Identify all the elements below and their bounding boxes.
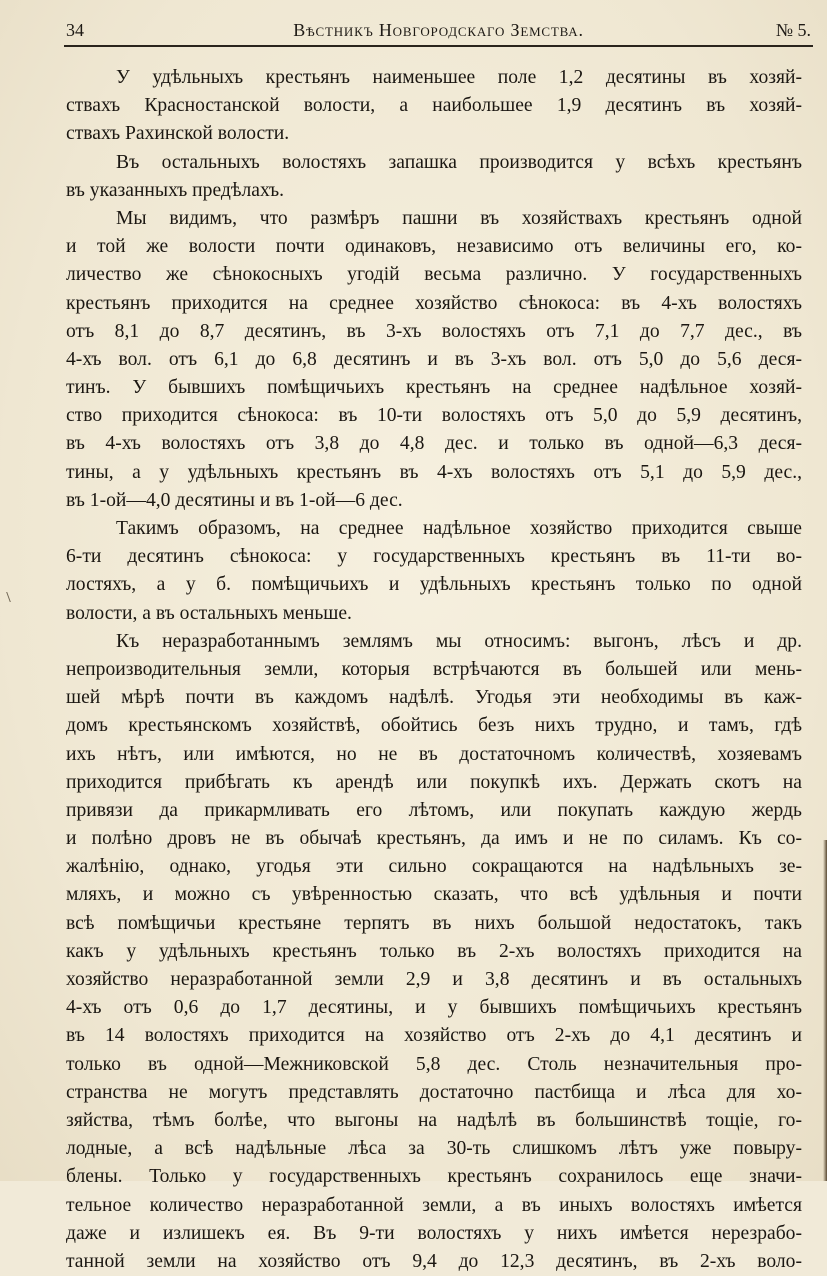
- text-line: привязи да прикармливать его лѣтомъ, или покупать каждую жердь: [66, 799, 802, 821]
- text-line: шей мѣрѣ почти въ каждомъ надѣлѣ. Угодья эти необходимы въ каж-: [66, 687, 802, 709]
- text-line: непроизводительныя земли, которыя встрѣчаются въ большей или мень-: [66, 658, 802, 680]
- text-line: жалѣнію, однако, угодья эти сильно сокращаются на надѣльныхъ зе-: [66, 856, 802, 878]
- text-line: Въ остальныхъ волостяхъ запашка производится у всѣхъ крестьянъ: [116, 151, 802, 173]
- text-line: У удѣльныхъ крестьянъ наименьшее поле 1,2 десятины въ хозяй-: [116, 67, 802, 88]
- text-line: ство приходится сѣнокоса: въ 10-ти волостяхъ отъ 5,0 до 5,9 десятинъ,: [66, 405, 802, 427]
- binding-shadow: [823, 840, 827, 1181]
- text-line: ствахъ Рахинской волости.: [66, 123, 290, 145]
- text-line: ствахъ Красностанской волости, а наибольшее 1,9 десятинъ въ хозяй-: [66, 95, 802, 117]
- text-line: ихъ нѣтъ, или имѣются, но не въ достаточномъ количествѣ, хозяевамъ: [66, 743, 802, 765]
- text-line: тельное количество неразработанной земли, а въ иныхъ волостяхъ имѣется: [66, 1194, 802, 1216]
- text-line: даже и излишекъ ея. Въ 9-ти волостяхъ у нихъ имѣется нерезрабо-: [66, 1222, 802, 1244]
- text-line: волости, а въ остальныхъ меньше.: [66, 602, 352, 624]
- text-line: странства не могутъ представлять достаточно пастбища и лѣса для хо-: [66, 1081, 802, 1103]
- text-line: 4-хъ вол. отъ 6,1 до 6,8 десятинъ и въ 3-хъ вол. отъ 5,0 до 5,6 деся-: [66, 348, 802, 370]
- text-line: Такимъ образомъ, на среднее надѣльное хозяйство приходится свыше: [116, 518, 802, 539]
- text-line: только въ одной—Межниковской 5,8 дес. Столь незначительныя про-: [66, 1053, 802, 1075]
- text-line: хозяйство неразработанной земли 2,9 и 3,8 десятинъ и въ остальныхъ: [66, 969, 802, 990]
- text-line: какъ у удѣльныхъ крестьянъ только въ 2-хъ волостяхъ приходится на: [66, 940, 802, 962]
- text-line: танной земли на хозяйство отъ 9,4 до 12,3 десятинъ, въ 2-хъ воло-: [66, 1250, 802, 1272]
- text-line: тинъ. У бывшихъ помѣщичьихъ крестьянъ на среднее надѣльное хозяй-: [66, 377, 802, 399]
- text-line: всѣ помѣщичьи крестьяне терпятъ въ нихъ большой недостатокъ, такъ: [66, 912, 802, 934]
- text-line: тины, а у удѣльныхъ крестьянъ въ 4-хъ волостяхъ отъ 5,1 до 5,9 дес.,: [66, 461, 802, 483]
- journal-title: Вѣстникъ Новгородскаго Земства.: [293, 20, 584, 40]
- margin-mark: [6, 592, 19, 602]
- text-line: 4-хъ отъ 0,6 до 1,7 десятины, и у бывшихъ помѣщичьихъ крестьянъ: [66, 997, 802, 1019]
- text-line: въ 4-хъ волостяхъ отъ 3,8 до 4,8 дес. и только въ одной—6,3 деся-: [66, 433, 802, 455]
- text-line: отъ 8,1 до 8,7 десятинъ, въ 3-хъ волостяхъ отъ 7,1 до 7,7 дес., въ: [66, 320, 802, 342]
- text-line: приходится прибѣгать къ арендѣ или покупкѣ ихъ. Держать скотъ на: [66, 771, 802, 793]
- text-line: въ 14 волостяхъ приходится на хозяйство отъ 2-хъ до 4,1 десятинъ и: [66, 1025, 802, 1047]
- text-line: лостяхъ, а у б. помѣщичьихъ и удѣльныхъ крестьянъ только по одной: [66, 574, 802, 596]
- text-line: крестьянъ приходится на среднее хозяйство сѣнокоса: въ 4-хъ волостяхъ: [66, 292, 802, 314]
- text-line: зяйства, тѣмъ болѣе, что выгоны на надѣлѣ въ большинствѣ тощіе, го-: [66, 1109, 802, 1131]
- text-line: личество же сѣнокосныхъ угодій весьма различно. У государственныхъ: [66, 264, 802, 286]
- body-text: [66, 64, 802, 1276]
- text-line: 6-ти десятинъ сѣнокоса: у государственныхъ крестьянъ въ 11-ти во-: [66, 546, 802, 568]
- text-line: Къ неразработаннымъ землямъ мы относимъ: выгонъ, лѣсъ и др.: [116, 630, 802, 652]
- text-line: блены. Только у государственныхъ крестьянъ сохранилось еще значи-: [66, 1166, 802, 1188]
- text-line: лодные, а всѣ надѣльные лѣса за 30-ть слишкомъ лѣтъ уже повыру-: [66, 1138, 802, 1160]
- text-line: и той же волости почти одинаковъ, независимо отъ величины его, ко-: [66, 236, 802, 258]
- text-line: въ 1-ой—4,0 десятины и въ 1-ой—6 дес.: [66, 489, 403, 511]
- running-head: [66, 20, 811, 46]
- issue-number: № 5.: [775, 20, 811, 40]
- text-line: и полѣно дровъ не въ обычаѣ крестьянъ, да имъ и не по силамъ. Къ со-: [66, 828, 802, 850]
- page-number: 34: [66, 20, 84, 40]
- header-rule: [64, 45, 813, 47]
- text-line: домъ крестьянскомъ хозяйствѣ, обойтись безъ нихъ трудно, и тамъ, гдѣ: [66, 715, 802, 737]
- text-line: Мы видимъ, что размѣръ пашни въ хозяйствахъ крестьянъ одной: [116, 207, 802, 229]
- text-line: въ указанныхъ предѣлахъ.: [66, 179, 285, 201]
- text-line: мляхъ, и можно съ увѣренностью сказать, что всѣ удѣльныя и почти: [66, 884, 802, 906]
